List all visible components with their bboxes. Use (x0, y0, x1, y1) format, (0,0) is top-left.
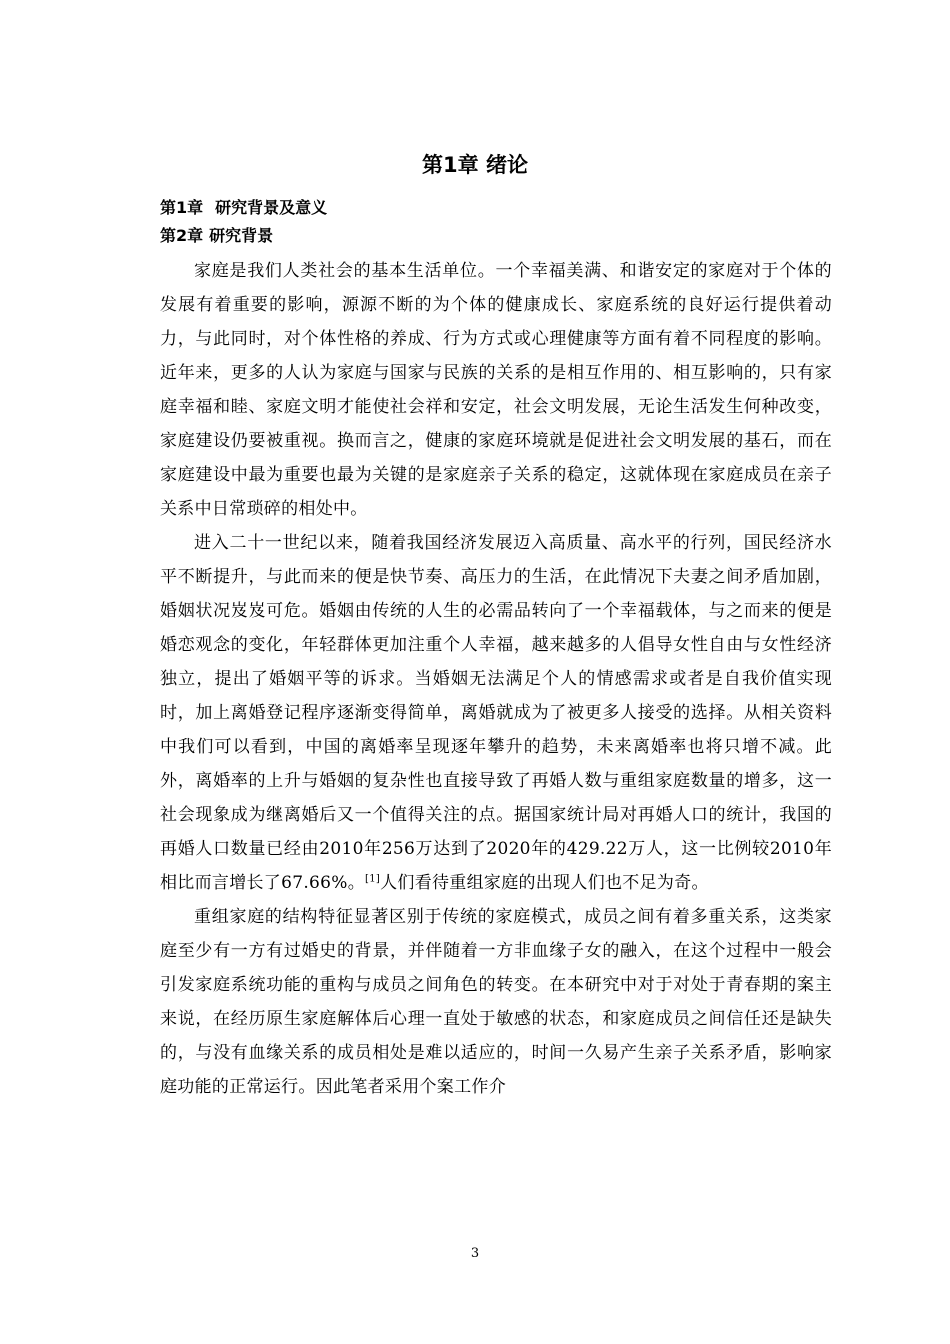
paragraph-text-continued: 人们看待重组家庭的出现人们也不足为奇。 (380, 873, 709, 893)
section-number: 第2章 (160, 226, 204, 245)
section-title-text: 研究背景 (209, 226, 274, 245)
body-text (160, 254, 832, 1104)
section-number: 第1章 (160, 198, 204, 217)
paragraph-text: 进入二十一世纪以来，随着我国经济发展迈入高质量、高水平的行列，国民经济水平不断提升，与此而来的便是快节奏、高压力的生活，在此情况下夫妻之间矛盾加剧，婚姻状况岌岌可危。婚姻由传统的人生的必需品转向了一个幸福载体，与之而来的便是婚恋观念的变化，年轻群体更加注重个人幸福，越来越多的人倡导女性自由与女性经济独立，提出了婚姻平等的诉求。当婚姻无法满足个人的情感需求或者是自我价值实现时，加上离婚登记程序逐渐变得简单，离婚就成为了被更多人接受的选择。从相关资料中我们可以看到，中国的离婚率呈现逐年攀升的趋势，未来离婚率也将只增不减。此外，离婚率的上升与婚姻的复杂性也直接导致了再婚人数与重组家庭数量的增多，这一社会现象成为继离婚后又一个值得关注的点。据国家统计局对再婚人口的统计，我国的再婚人口数量已经由2010年256万达到了2020年的429.22万人，这一比例较2010年相比而言增长了67.66%。 (160, 533, 832, 893)
page-number: 3 (470, 1246, 480, 1261)
citation-marker[interactable]: [1] (365, 873, 381, 885)
paragraph-reconstituted-family: 重组家庭的结构特征显著区别于传统的家庭模式，成员之间有着多重关系，这类家庭至少有一方有过婚史的背景，并伴随着一方非血缘子女的融入，在这个过程中一般会引发家庭系统功能的重构与成员之间角色的转变。在本研究中对于对处于青春期的案主来说，在经历原生家庭解体后心理一直处于敏感的状态，和家庭成员之间信任还是缺失的，与没有血缘关系的成员相处是难以适应的，时间一久易产生亲子关系矛盾，影响家庭功能的正常运行。因此笔者采用个案工作介 (160, 907, 832, 1097)
section-heading-research-background-significance (160, 196, 327, 220)
chapter-title: 第1章 绪论 (422, 153, 528, 177)
paragraph-family-importance: 家庭是我们人类社会的基本生活单位。一个幸福美满、和谐安定的家庭对于个体的发展有着重要的影响，源源不断的为个体的健康成长、家庭系统的良好运行提供着动力，与此同时，对个体性格的养成、行为方式或心理健康等方面有着不同程度的影响。近年来，更多的人认为家庭与国家与民族的关系的是相互作用的、相互影响的，只有家庭幸福和睦、家庭文明才能使社会祥和安定，社会文明发展，无论生活发生何种改变，家庭建设仍要被重视。换而言之，健康的家庭环境就是促进社会文明发展的基石，而在家庭建设中最为重要也最为关键的是家庭亲子关系的稳定，这就体现在家庭成员在亲子关系中日常琐碎的相处中。 (160, 261, 832, 519)
paragraph-divorce-remarriage (160, 526, 832, 900)
section-title-text: 研究背景及意义 (215, 198, 328, 217)
section-heading-research-background (160, 224, 273, 248)
